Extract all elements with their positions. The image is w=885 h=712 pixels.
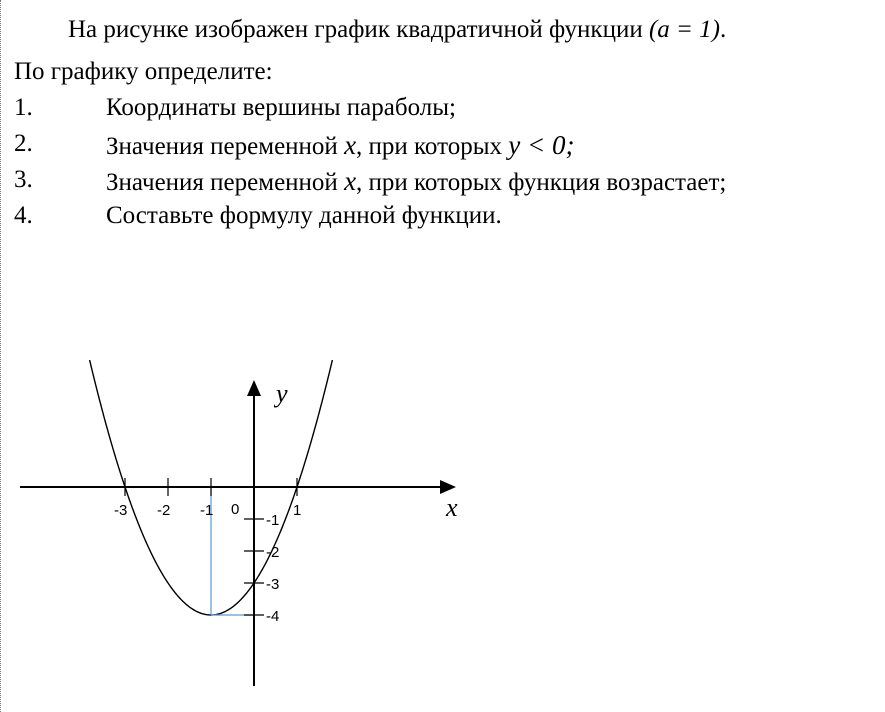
parabola-graph [0,360,500,700]
variable-x: x [344,130,357,160]
task-text-pre: Значения переменной [106,169,345,196]
task-text [106,166,726,197]
task-text [106,130,574,161]
task-text: Координаты вершины параболы; [106,94,456,121]
y-axis-arrow [247,380,261,396]
y-axis-label: y [276,379,288,408]
y-tick-label: -1 [266,512,280,529]
problem-intro [68,16,726,44]
intro-param: (a = 1) [648,16,721,43]
y-tick-label: -3 [266,576,280,593]
task-number: 3. [14,166,33,193]
intro-end: . [720,16,727,43]
y-tick-label: -4 [266,608,280,625]
x-tick-label: -3 [114,502,128,519]
task-number: 1. [14,94,33,121]
intro-text: На рисунке изображен график квадратичной функции [68,16,649,43]
condition-y-negative: y < 0; [508,130,575,160]
problem-instruction: По графику определите: [14,58,273,85]
x-axis-arrow [440,480,456,494]
x-tick-label: -1 [200,502,214,519]
y-tick-label: -2 [266,544,280,561]
x-tick-label: -2 [157,502,171,519]
x-axis-label: x [446,493,458,522]
origin-label: 0 [231,501,240,518]
task-number: 2. [14,130,33,157]
variable-x: x [344,166,357,196]
task-text: Составьте формулу данной функции. [106,202,502,229]
y-ticks [244,512,279,625]
x-tick-label: 1 [293,502,302,519]
task-number: 4. [14,202,33,229]
task-text-mid: , при которых [356,133,509,160]
task-text-pre: Значения переменной [106,133,345,160]
task-text-post: , при которых функция возрастает; [356,169,727,196]
